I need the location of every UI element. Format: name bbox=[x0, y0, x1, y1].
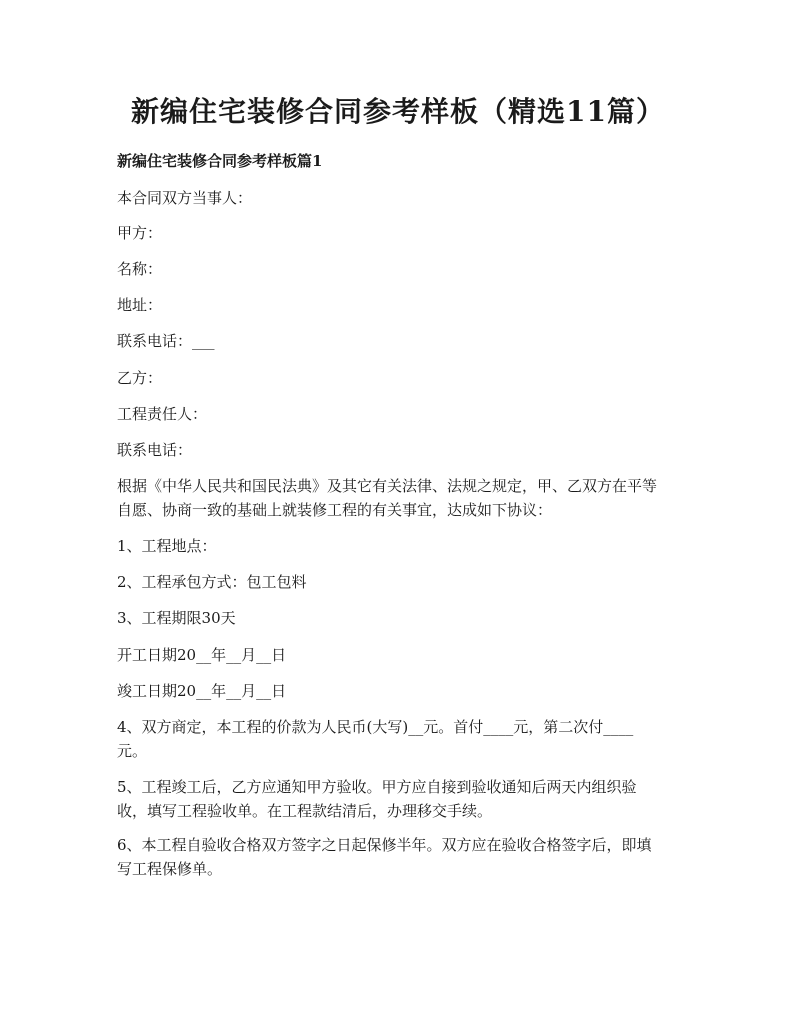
party-b-line: 乙方： bbox=[117, 369, 163, 387]
clause-6 bbox=[117, 833, 687, 881]
intro-paragraph bbox=[117, 474, 687, 522]
clause-2: 2、工程承包方式：包工包料 bbox=[117, 573, 307, 591]
clause-4-line-2: 元。 bbox=[117, 742, 148, 760]
parties-intro-line: 本合同双方当事人： bbox=[117, 189, 253, 207]
clause-4-line-1: 4、双方商定，本工程的价款为人民币(大写)__元。首付____元，第二次付____ bbox=[117, 718, 634, 736]
project-manager-line: 工程责任人： bbox=[117, 405, 208, 423]
clause-6-line-2: 写工程保修单。 bbox=[117, 860, 223, 878]
intro-line-1: 根据《中华人民共和国民法典》及其它有关法律、法规之规定，甲、乙双方在平等 bbox=[117, 477, 658, 495]
intro-line-2: 自愿、协商一致的基础上就装修工程的有关事宜，达成如下协议： bbox=[117, 501, 553, 519]
party-a-line: 甲方： bbox=[117, 224, 163, 242]
phone-line-b: 联系电话： bbox=[117, 441, 193, 459]
document-title: 新编住宅装修合同参考样板（精选11篇） bbox=[131, 95, 665, 128]
clause-4 bbox=[117, 715, 687, 763]
phone-line-a: 联系电话：___ bbox=[117, 332, 215, 350]
clause-6-line-1: 6、本工程自验收合格双方签字之日起保修半年。双方应在验收合格签字后，即填 bbox=[117, 836, 652, 854]
start-date-line: 开工日期20__年__月__日 bbox=[117, 646, 287, 664]
clause-5-line-1: 5、工程竣工后，乙方应通知甲方验收。甲方应自接到验收通知后两天内组织验 bbox=[117, 778, 637, 796]
name-line: 名称： bbox=[117, 260, 163, 278]
clause-5 bbox=[117, 775, 687, 823]
section-heading: 新编住宅装修合同参考样板篇1 bbox=[117, 152, 323, 170]
clause-1: 1、工程地点： bbox=[117, 537, 217, 555]
address-line: 地址： bbox=[117, 296, 163, 314]
clause-5-line-2: 收，填写工程验收单。在工程款结清后，办理移交手续。 bbox=[117, 802, 493, 820]
completion-date-line: 竣工日期20__年__月__日 bbox=[117, 682, 287, 700]
clause-3: 3、工程期限30天 bbox=[117, 609, 236, 627]
